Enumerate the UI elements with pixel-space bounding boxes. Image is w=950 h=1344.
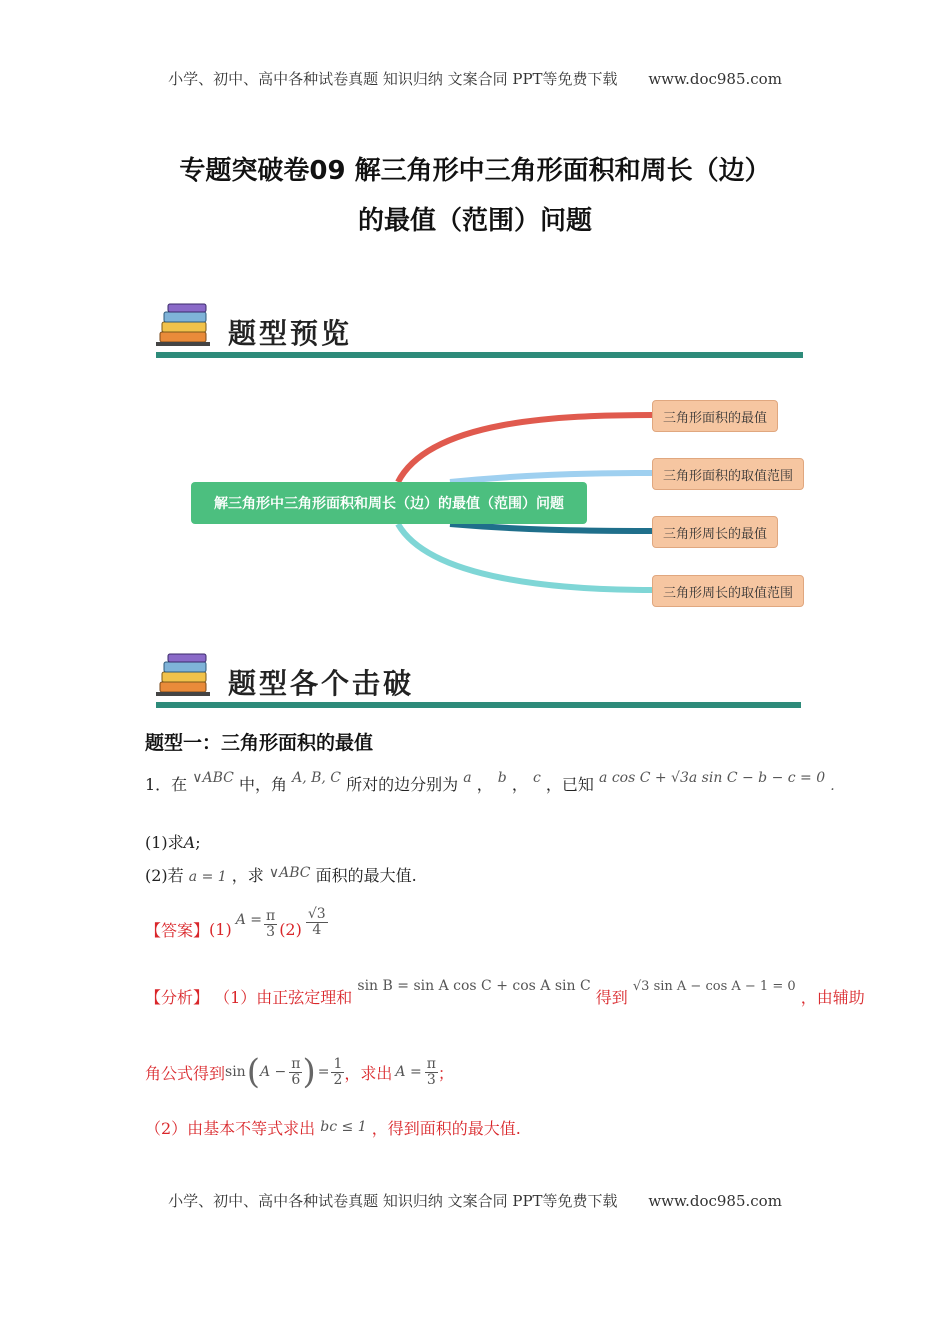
q1-part1 (145, 830, 201, 853)
paren-left: ( (246, 1052, 260, 1092)
analysis-text7: （2）由基本不等式求出 (145, 1119, 316, 1138)
q1-part2 (145, 863, 417, 886)
analysis-label: 【分析】 (145, 988, 210, 1007)
books-icon (156, 302, 212, 348)
q1-part1-end: ; (195, 833, 201, 852)
mindmap-node-perimeter-max: 三角形周长的最值 (652, 516, 778, 548)
q1-dot: . (830, 778, 835, 794)
answer-pi-over-3: $\frac{\pi}{3}$ (265, 908, 276, 940)
banner-breakdown-bar (156, 702, 801, 708)
branch-area-range (450, 473, 652, 482)
banner-breakdown-title: 题型各个击破 (228, 667, 415, 700)
mindmap-node-area-range: 三角形面积的取值范围 (652, 458, 804, 490)
analysis-text3: ，由辅助 (800, 988, 865, 1007)
section-1-title: 题型一：三角形面积的最值 (145, 732, 374, 754)
analysis-pi-over-6: $\frac{\pi}{6}$ (291, 1055, 301, 1088)
analysis-A-eq: A = (395, 1064, 422, 1080)
question-1 (145, 770, 835, 795)
mindmap-node-perimeter-range: 三角形周长的取值范围 (652, 575, 804, 607)
q1-triangle: ∨ABC (192, 770, 234, 786)
analysis-text4: 角公式得到 (145, 1063, 226, 1083)
analysis-ineq: bc ≤ 1 (320, 1119, 367, 1135)
header-text: 小学、初中、高中各种试卷真题 知识归纳 文案合同 PPT等免费下载 (168, 70, 618, 88)
q1-text1: 中，角 (239, 775, 288, 794)
q1-angles: A, B, C (292, 770, 342, 786)
q1-comma2: ， (511, 775, 528, 794)
q1-text2: 所对的边分别为 (346, 775, 459, 794)
analysis-pi-over-3: $\frac{\pi}{3}$ (426, 1055, 436, 1088)
q1-part2-text1: (2)若 (145, 866, 184, 885)
analysis-line-3 (145, 1116, 521, 1139)
page-footer (0, 1190, 950, 1211)
footer-text: 小学、初中、高中各种试卷真题 知识归纳 文案合同 PPT等免费下载 (168, 1192, 618, 1210)
q1-side-a: a (463, 770, 472, 786)
analysis-text8: ，得到面积的最大值. (371, 1119, 521, 1138)
q1-num: 1．在 (145, 775, 188, 794)
q1-condition: a cos C + √3a sin C − b − c = 0 (599, 770, 826, 786)
answer-sqrt3-over-4: $\frac{√3}{4}$ (307, 906, 326, 938)
analysis-sin: sin (225, 1064, 246, 1080)
answer-line (145, 898, 328, 941)
q1-text3: ，已知 (545, 775, 594, 794)
branch-perimeter-max (450, 524, 652, 531)
q1-part1-text: (1)求 (145, 833, 184, 852)
analysis-eq2: √3 sin A − cos A − 1 = 0 (632, 979, 796, 994)
q1-comma1: ， (476, 775, 493, 794)
q1-part2-cond: a = 1 (188, 869, 227, 885)
analysis-text5: ，求出 (344, 1063, 393, 1083)
q1-part2-triangle: ∨ABC (268, 865, 311, 881)
analysis-line-1 (145, 978, 865, 1008)
answer-part1: (1) (209, 920, 232, 939)
banner-preview-bar (156, 352, 803, 358)
page-header (0, 68, 950, 89)
analysis-one-half: $\frac{1}{2}$ (333, 1055, 343, 1088)
q1-part1-var: A (183, 833, 196, 852)
analysis-eq1: sin B = sin A cos C + cos A sin C (357, 978, 591, 994)
q1-side-c: c (532, 770, 541, 786)
paren-right: ) (302, 1052, 316, 1092)
books-icon (156, 652, 212, 698)
q1-part2-text3: 面积的最大值. (315, 866, 417, 885)
analysis-equals: = (317, 1064, 330, 1080)
header-site: www.doc985.com (648, 70, 782, 88)
analysis-text1: （1）由正弦定理和 (214, 988, 353, 1007)
analysis-line-2 (145, 1052, 454, 1092)
banner-preview-title: 题型预览 (228, 317, 353, 350)
doc-title-line2: 的最值（范围）问题 (357, 206, 592, 236)
analysis-text6: ； (437, 1063, 454, 1083)
analysis-text2: 得到 (595, 988, 628, 1007)
mindmap-node-area-max: 三角形面积的最值 (652, 400, 778, 432)
q1-side-b: b (497, 770, 507, 786)
analysis-A-minus: A − (259, 1064, 287, 1080)
answer-label: 【答案】 (145, 921, 210, 940)
mindmap-center: 解三角形中三角形面积和周长（边）的最值（范围）问题 (191, 482, 587, 524)
answer-part2: (2) (279, 920, 302, 939)
doc-title-line1: 专题突破卷09 解三角形中三角形面积和周长（边） (179, 156, 771, 186)
q1-part2-text2: ，求 (231, 866, 264, 885)
branch-perimeter-range (398, 524, 652, 590)
answer-A-eq: A = (235, 911, 262, 928)
footer-site: www.doc985.com (648, 1192, 782, 1210)
